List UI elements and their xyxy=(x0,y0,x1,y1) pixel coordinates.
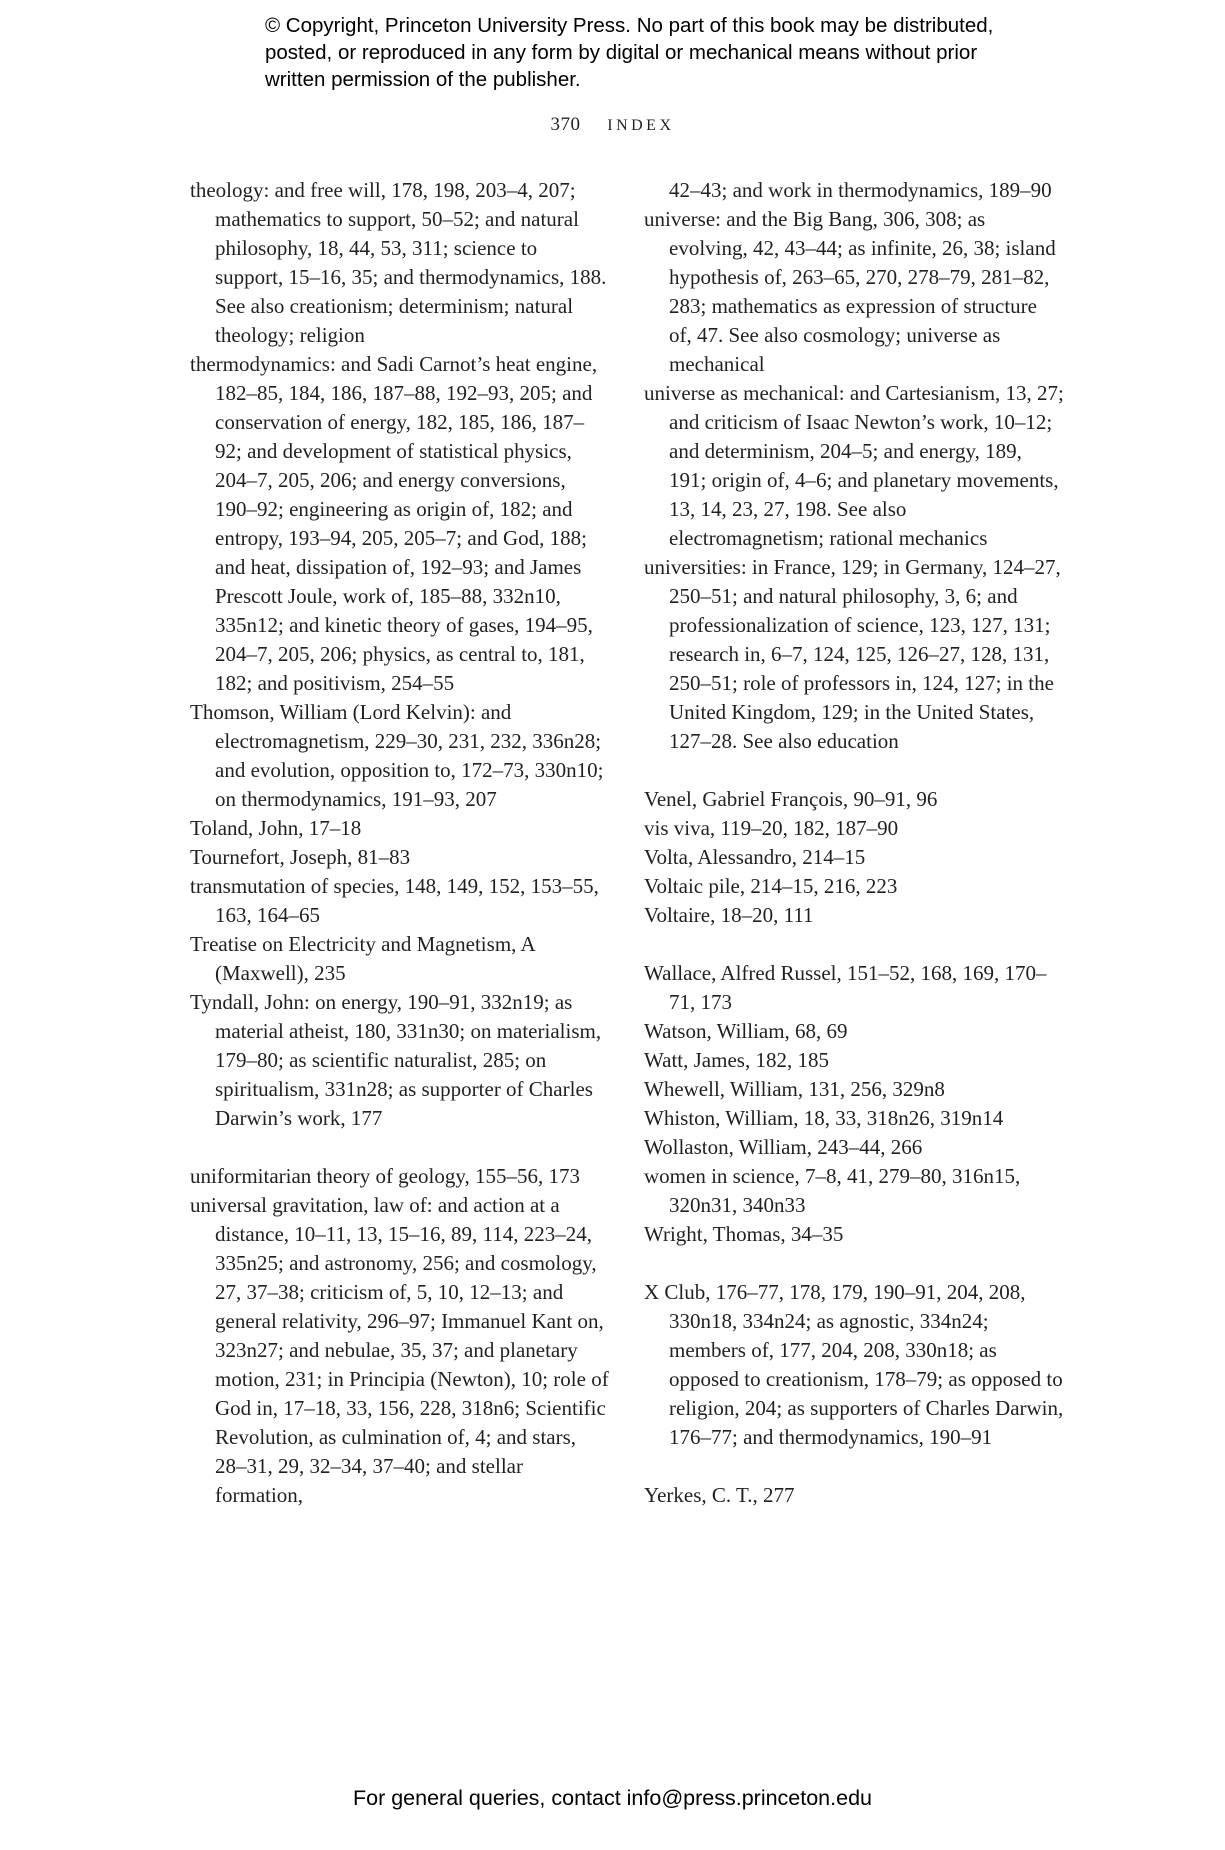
index-entry: universal gravitation, law of: and action at a distance, 10–11, 13, 15–16, 89, 114, 223–24, 335n25; and astronomy, 256; and cosmology, 27, 37–38; criticism of, 5, 10, 12–13; and general relativity, 296–97; Immanuel Kant on, 323n27; and nebulae, 35, 37; and planetary motion, 231; in Principia (Newton), 10; role of God in, 17–18, 33, 156, 228, 318n6; Scientific Revolution, as culmination of, 4; and stars, 28–31, 29, 32–34, 37–40; and stellar formation, xyxy=(190,1193,609,1507)
index-entry: Voltaire, 18–20, 111 xyxy=(644,903,814,927)
index-entry: Whewell, William, 131, 256, 329n8 xyxy=(644,1077,945,1101)
index-entry: X Club, 176–77, 178, 179, 190–91, 204, 208, 330n18, 334n24; as agnostic, 334n24; members of, 177, 204, 208, 330n18; as opposed to creationism, 178–79; as opposed to religion, 204; as supporters of Charles Darwin, 176–77; and thermodynamics, 190–91 xyxy=(644,1280,1064,1449)
index-entry: Watt, James, 182, 185 xyxy=(644,1048,829,1072)
index-entry: Tournefort, Joseph, 81–83 xyxy=(190,845,411,869)
index-entry: women in science, 7–8, 41, 279–80, 316n15, 320n31, 340n33 xyxy=(644,1164,1021,1217)
footer-contact: For general queries, contact info@press.princeton.edu xyxy=(352,1786,872,1810)
index-entry: Toland, John, 17–18 xyxy=(190,816,362,840)
page-number: 370 xyxy=(550,114,581,135)
index-entry-continued: 42–43; and work in thermodynamics, 189–90 xyxy=(669,178,1052,202)
index-entry: Yerkes, C. T., 277 xyxy=(644,1483,795,1507)
index-entry: universities: in France, 129; in Germany, 124–27, 250–51; and natural philosophy, 3, 6; and professionalization of science, 123, 127, 131; research in, 6–7, 124, 125, 126–27, 128, 131, 250–51; role of professors in, 124, 127; in the United Kingdom, 129; in the United States, 127–28. See also education xyxy=(644,555,1061,753)
index-entry: Watson, William, 68, 69 xyxy=(644,1019,848,1043)
index-entry: Wallace, Alfred Russel, 151–52, 168, 169, 170–71, 173 xyxy=(644,961,1047,1014)
index-column-left xyxy=(190,176,610,1510)
copyright-notice: © Copyright, Princeton University Press. No part of this book may be distributed, posted, or reproduced in any form by digital or mechanical means without prior written permission of the publisher. xyxy=(265,14,994,91)
index-entry: thermodynamics: and Sadi Carnot’s heat engine, 182–85, 184, 186, 187–88, 192–93, 205; and conservation of energy, 182, 185, 186, 187–92; and development of statistical physics, 204–7, 205, 206; and energy conversions, 190–92; engineering as origin of, 182; and entropy, 193–94, 205, 205–7; and God, 188; and heat, dissipation of, 192–93; and James Prescott Joule, work of, 185–88, 332n10, 335n12; and kinetic theory of gases, 194–95, 204–7, 205, 206; physics, as central to, 181, 182; and positivism, 254–55 xyxy=(190,352,598,695)
index-entry: universe: and the Big Bang, 306, 308; as evolving, 42, 43–44; as infinite, 26, 38; island hypothesis of, 263–65, 270, 278–79, 281–82, 283; mathematics as expression of structure of, 47. See also cosmology; universe as mechanical xyxy=(644,207,1056,376)
index-entry: Tyndall, John: on energy, 190–91, 332n19; as material atheist, 180, 331n30; on materialism, 179–80; as scientific naturalist, 285; on spiritualism, 331n28; as supporter of Charles Darwin’s work, 177 xyxy=(190,990,602,1130)
index-column-right xyxy=(644,176,1064,1510)
index-entry: transmutation of species, 148, 149, 152, 153–55, 163, 164–65 xyxy=(190,874,599,927)
index-entry: vis viva, 119–20, 182, 187–90 xyxy=(644,816,899,840)
index-entry: uniformitarian theory of geology, 155–56, 173 xyxy=(190,1164,580,1188)
index-entry: universe as mechanical: and Cartesianism, 13, 27; and criticism of Isaac Newton’s work, 10–12; and determinism, 204–5; and energy, 189, 191; origin of, 4–6; and planetary movements, 13, 14, 23, 27, 198. See also electromagnetism; rational mechanics xyxy=(644,381,1064,550)
section-title: INDEX xyxy=(607,117,675,134)
index-entry: Wright, Thomas, 34–35 xyxy=(644,1222,844,1246)
index-entry: Voltaic pile, 214–15, 216, 223 xyxy=(644,874,898,898)
index-entry: Volta, Alessandro, 214–15 xyxy=(644,845,866,869)
index-entry: Treatise on Electricity and Magnetism, A (Maxwell), 235 xyxy=(190,932,535,985)
index-entry: theology: and free will, 178, 198, 203–4, 207; mathematics to support, 50–52; and natural philosophy, 18, 44, 53, 311; science to support, 15–16, 35; and thermodynamics, 188. See also creationism; determinism; natural theology; religion xyxy=(190,178,607,347)
index-entry: Thomson, William (Lord Kelvin): and electromagnetism, 229–30, 231, 232, 336n28; and evolution, opposition to, 172–73, 330n10; on thermodynamics, 191–93, 207 xyxy=(190,700,604,811)
running-header xyxy=(0,114,1225,136)
index-entry: Venel, Gabriel François, 90–91, 96 xyxy=(644,787,938,811)
index-entry: Wollaston, William, 243–44, 266 xyxy=(644,1135,923,1159)
index-entry: Whiston, William, 18, 33, 318n26, 319n14 xyxy=(644,1106,1004,1130)
